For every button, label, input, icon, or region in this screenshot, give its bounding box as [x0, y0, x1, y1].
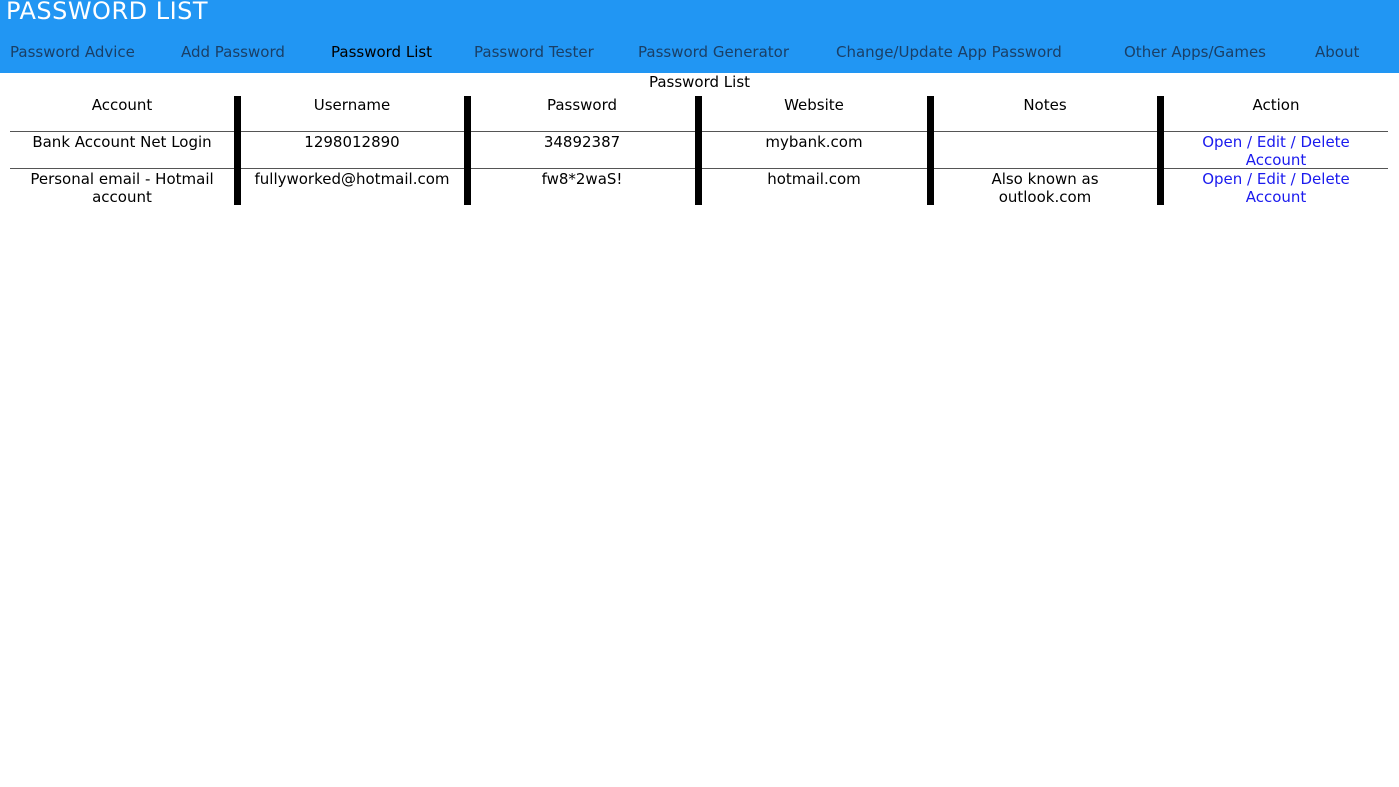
open-edit-delete-account-link[interactable]: Open / Edit / Delete Account [1202, 133, 1350, 169]
column-divider [234, 96, 241, 205]
nav-other-apps-games[interactable]: Other Apps/Games [1124, 43, 1267, 61]
cell-username: 1298012890 [304, 133, 400, 151]
column-divider [1157, 96, 1164, 205]
column-header-username: Username [313, 96, 391, 114]
column-header-website: Website [784, 96, 844, 114]
column-header-account: Account [91, 96, 153, 114]
nav-bar [0, 42, 1399, 64]
cell-account: Personal email - Hotmail account [30, 170, 214, 206]
nav-add-password[interactable]: Add Password [181, 43, 285, 61]
column-divider [927, 96, 934, 205]
cell-account: Bank Account Net Login [32, 133, 212, 151]
nav-password-list[interactable]: Password List [331, 43, 433, 61]
cell-username: fullyworked@hotmail.com [254, 170, 450, 188]
cell-website: hotmail.com [767, 170, 861, 188]
open-edit-delete-account-link[interactable]: Open / Edit / Delete Account [1202, 170, 1350, 206]
table-caption: Password List [648, 73, 751, 91]
nav-password-generator[interactable]: Password Generator [638, 43, 790, 61]
app-header [0, 0, 1399, 73]
cell-password: 34892387 [543, 133, 621, 151]
column-header-notes: Notes [1023, 96, 1067, 114]
cell-website: mybank.com [765, 133, 863, 151]
column-divider [695, 96, 702, 205]
column-divider [464, 96, 471, 205]
app-title: PASSWORD LIST [6, 0, 209, 25]
column-header-password: Password [546, 96, 618, 114]
nav-change-update-app-password[interactable]: Change/Update App Password [836, 43, 1062, 61]
cell-password: fw8*2waS! [541, 170, 623, 188]
cell-notes: Also known as outlook.com [991, 170, 1099, 206]
nav-password-advice[interactable]: Password Advice [10, 43, 135, 61]
nav-password-tester[interactable]: Password Tester [474, 43, 594, 61]
column-header-action: Action [1252, 96, 1300, 114]
nav-about[interactable]: About [1315, 43, 1360, 61]
